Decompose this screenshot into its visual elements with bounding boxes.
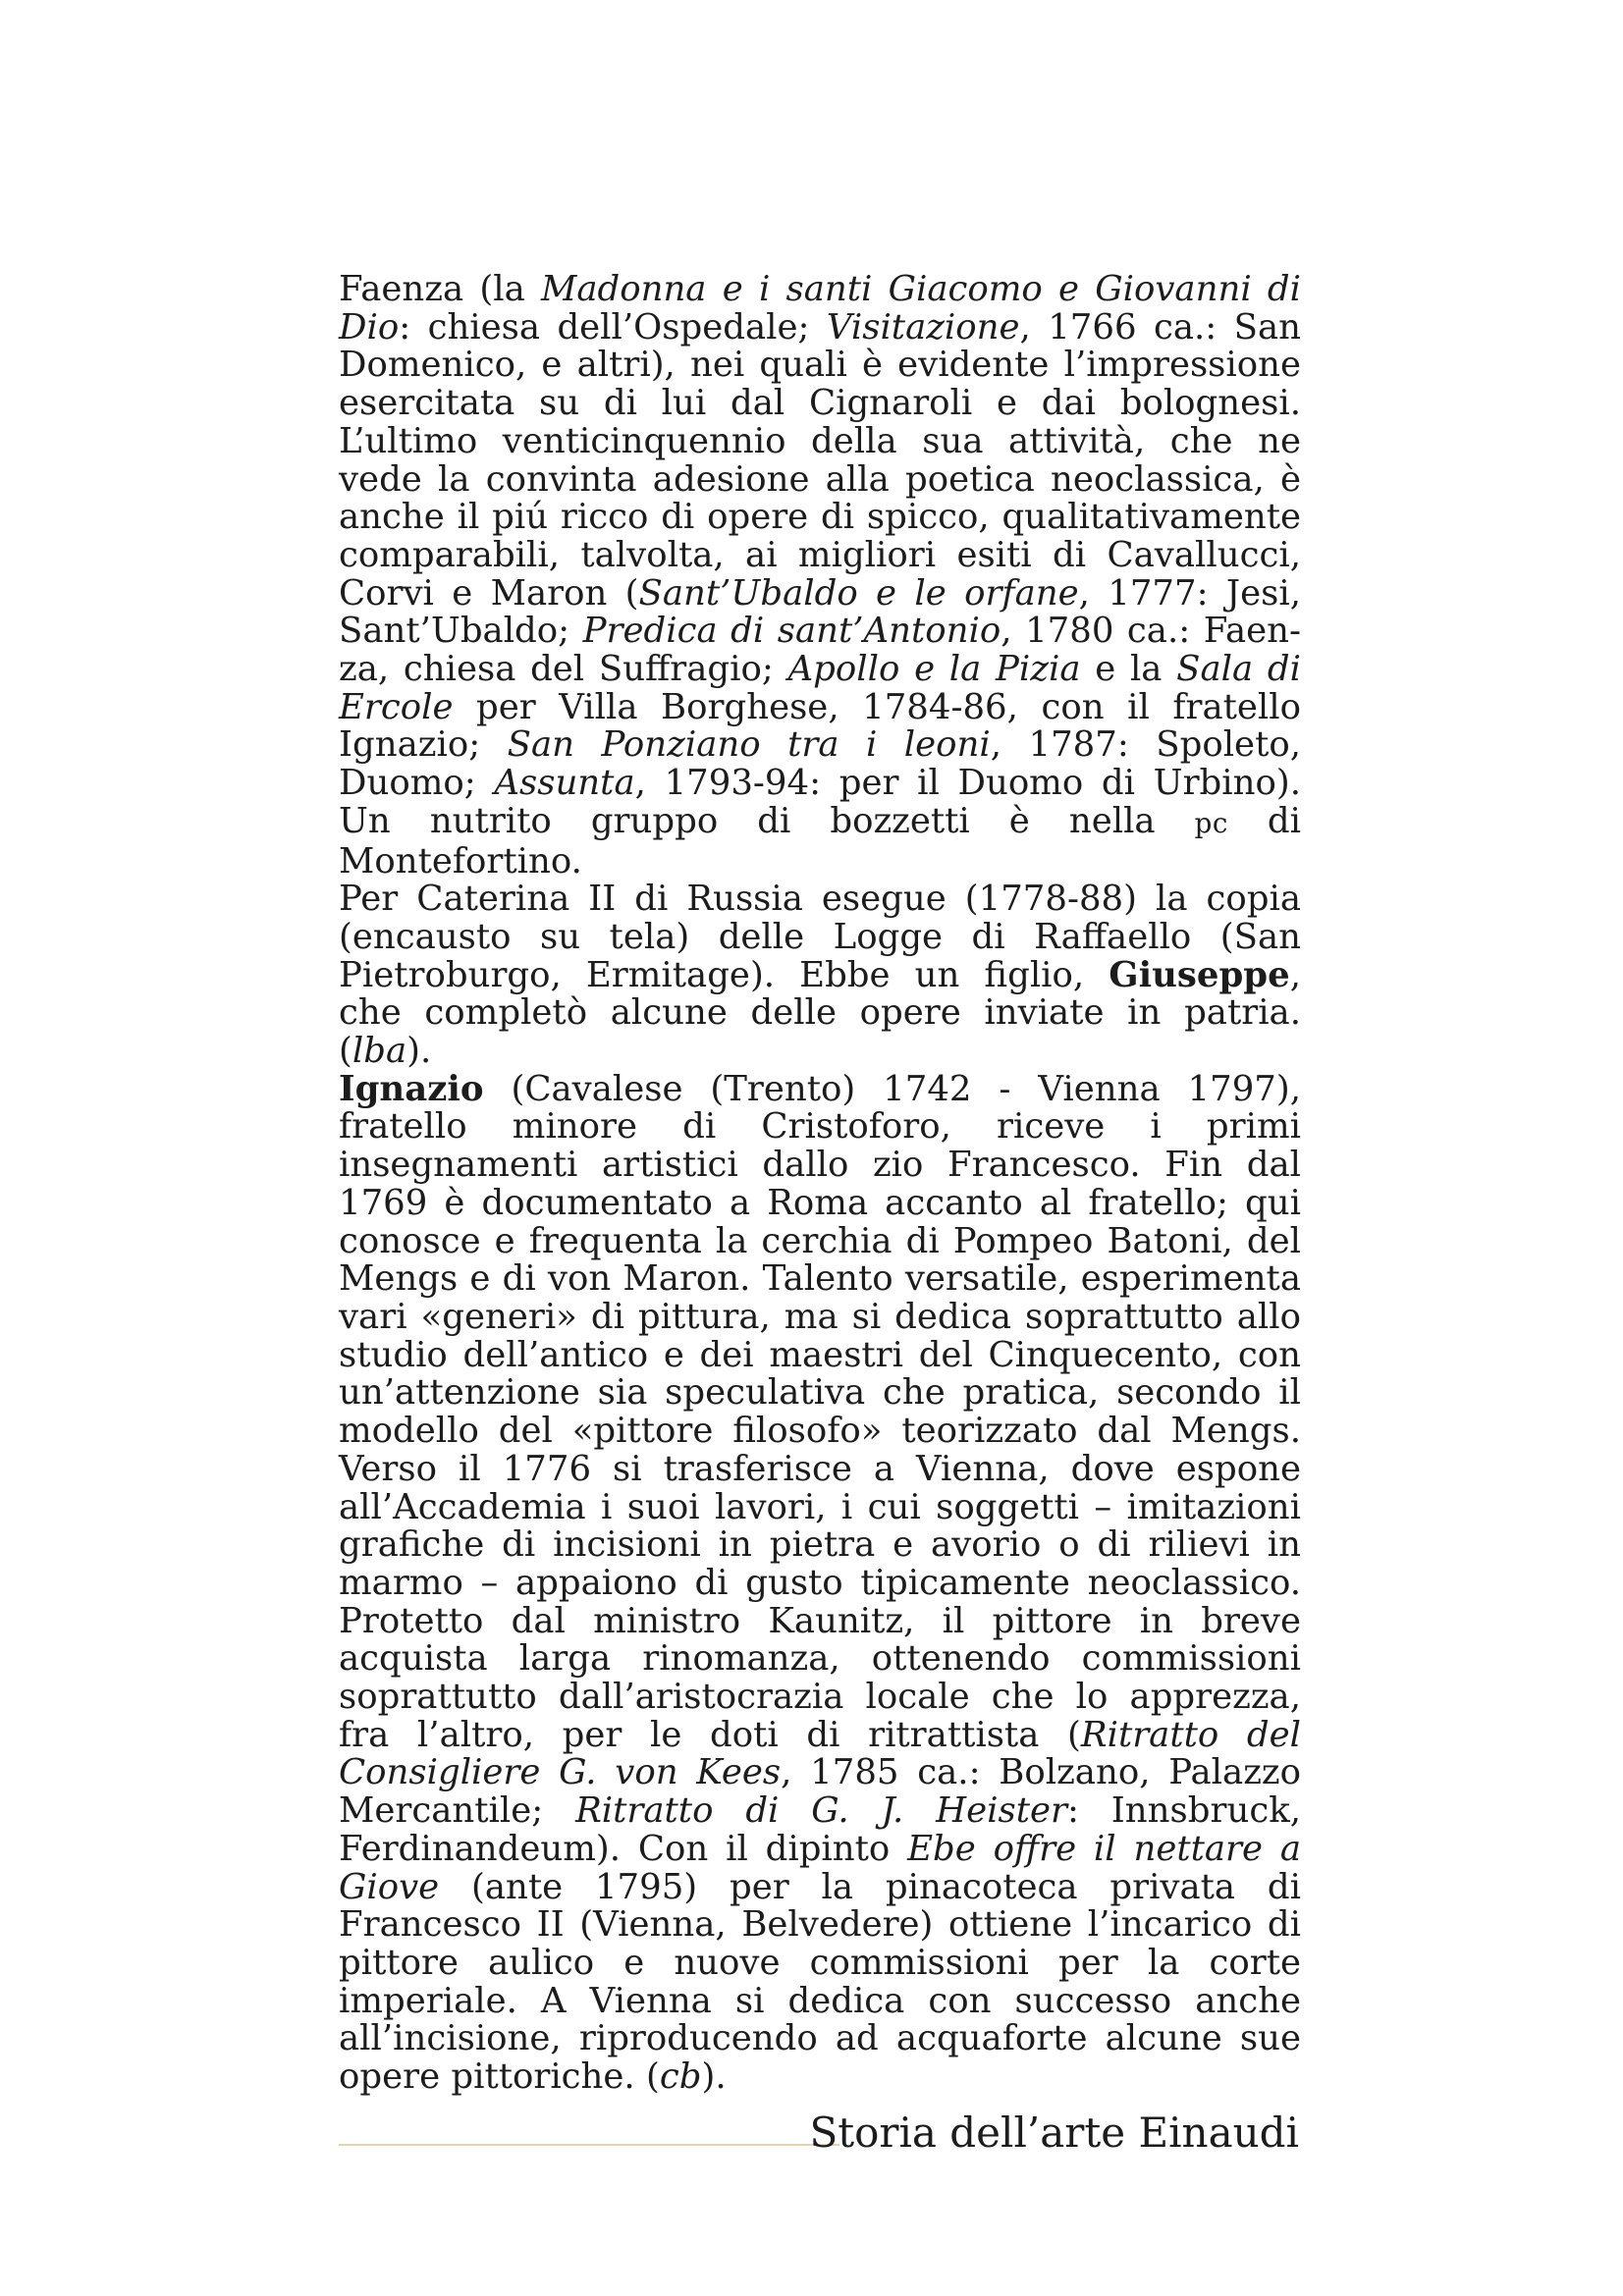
artwork-title: Ebe offre il nettare a Giove: [339, 1828, 1301, 1907]
text-run: , 1785 ca.: Bolzano, Palazzo Mercantile;: [339, 1752, 1301, 1832]
text-run: : Innsbruck, Ferdinandeum). Con il dipinto: [339, 1790, 1301, 1869]
text-run: ).: [701, 2056, 727, 2098]
text-run: , 1793-94: per il Duomo di Urbino). Un nutrito gruppo di bozzetti è nella: [339, 763, 1301, 841]
footer-rule: [339, 2144, 839, 2146]
artwork-title: Sala di Ercole: [339, 649, 1301, 727]
body-text: [339, 271, 1301, 2097]
text-run: , 1777: Jesi, Sant’Ubaldo;: [339, 572, 1301, 652]
artwork-title: Assunta: [494, 763, 635, 804]
paragraph-caterina: [339, 881, 1301, 1071]
text-run: per Villa Borghese, 1784-86, con il fratello Ignazio;: [339, 686, 1301, 766]
artwork-title: Visitazione: [826, 306, 1020, 347]
artwork-title: Sant’Ubaldo e le orfane: [638, 572, 1079, 614]
text-run: , 1787: Spoleto, Duomo;: [339, 724, 1301, 804]
artwork-title: Apollo e la Pizia: [787, 649, 1081, 690]
author-initials: lba: [352, 1031, 407, 1072]
artwork-title: San Ponziano tra i leoni: [507, 724, 991, 766]
text-run: : chiesa dell’Ospedale;: [399, 306, 827, 347]
text-run: di Montefortino.: [339, 800, 1301, 881]
paragraph-cristoforo: [339, 271, 1301, 881]
entry-name-giuseppe: Giuseppe: [1109, 954, 1290, 995]
artwork-title: Madonna e i santi Giacomo e Giovanni di Dio: [339, 269, 1301, 347]
text-run: Per Caterina II di Russia esegue (1778-88) la copia (encausto su tela) delle Logge di Raffaello (San Pietroburgo, Ermitage). Ebbe un figlio,: [339, 879, 1301, 995]
text-run: , che completò alcune delle opere inviate in patria. (: [339, 954, 1301, 1072]
text-run: (Cavalese (Trento) 1742 - Vienna 1797), fratello minore di Cristoforo, riceve i primi insegnamenti artistici dallo zio Francesco. Fin dal 1769 è documentato a Roma accanto al fratello; qui conosce e frequenta la cerchia di Pompeo Batoni, del Mengs e di von Maron. Talento versatile, esperimenta vari «generi» di pittura, ma si dedica soprattutto allo studio dell’antico e dei maestri del Cinquecento, con un’attenzione sia speculativa che pratica, secondo il modello del «pittore filosofo» teorizzato dal Mengs. Verso il 1776 si trasferisce a Vienna, dove espone all’Accademia i suoi lavori, i cui soggetti – imitazioni grafiche di incisioni in pietra e avorio o di rilievi in marmo – appaiono di gusto tipicamente neoclassico. Protetto dal ministro Kaunitz, il pittore in breve acquista larga rinomanza, ottenendo commissioni soprattutto dall’aristocrazia locale che lo apprezza, fra l’altro, per le doti di ritrattista (: [339, 1068, 1301, 1755]
entry-name-ignazio: Ignazio: [339, 1068, 484, 1109]
abbreviation-small-caps: pc: [1194, 806, 1228, 839]
text-run: ).: [406, 1031, 432, 1072]
text-run: , 1780 ca.: Faenza, chiesa del Suffragio;: [339, 611, 1301, 690]
artwork-title: Ritratto del Consigliere G. von Kees: [339, 1714, 1301, 1793]
footer-title: Storia dell’arte Einaudi: [809, 2109, 1299, 2157]
text-run: , 1766 ca.: San Domenico, e altri), nei quali è evidente l’impressione esercitata su di lui dal Cignaroli e dai bolognesi. L’ultimo venticinquennio della sua attività, che ne vede la convinta adesione alla poetica neoclassica, è anche il piú ricco di opere di spicco, qualitativamente comparabili, talvolta, ai migliori esiti di Cavallucci, Corvi e Maron (: [339, 306, 1301, 614]
text-run: Faenza (la: [339, 269, 541, 309]
artwork-title: Ritratto di G. J. Heister: [575, 1790, 1067, 1832]
author-initials: cb: [659, 2056, 702, 2098]
text-run: e la: [1080, 649, 1177, 690]
artwork-title: Predica di sant’Antonio: [582, 611, 1001, 652]
paragraph-ignazio: [339, 1068, 1301, 2098]
text-run: (ante 1795) per la pinacoteca privata di Francesco II (Vienna, Belvedere) ottiene l’incarico di pittore aulico e nuove commissioni per la corte imperiale. A Vienna si dedica con successo anche all’incisione, riproducendo ad acquaforte alcune sue opere pittoriche. (: [339, 1866, 1301, 2098]
